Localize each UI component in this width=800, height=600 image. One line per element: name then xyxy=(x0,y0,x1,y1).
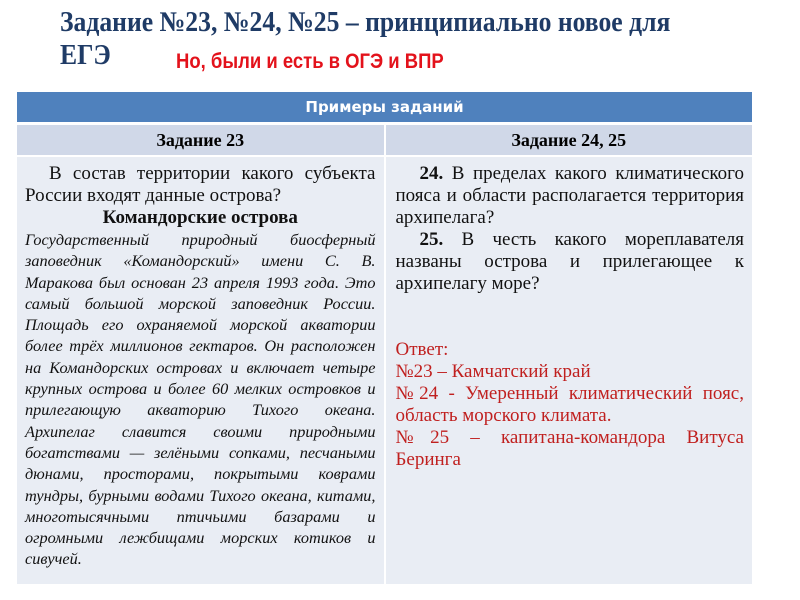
column-header-task23: Задание 23 xyxy=(17,124,385,157)
task24-25-cell xyxy=(385,156,753,584)
task23-description: Государственный природный биосферный заповедник «Командорский» имени С. В. Маракова был основан 23 апреля 1993 года. Это самый большой морской заповедник России. Площадь его охраняемой морской акватории более трёх миллионов гектаров. Он расположен на Командорских островах и включает четыре крупных острова и более 60 мелких островков и прилегающую акваторию Тихого океана. Архипелаг славится своими природными богатствами — зелёными сопками, песчаными дюнами, просторами, покрытыми коврами тундры, бурными водами Тихого океана, китами, многотысячными птичьими базарами и огромными лежбищами морских котиков и сивучей. xyxy=(25,230,376,569)
answer-block xyxy=(396,339,745,471)
column-header-task24-25: Задание 24, 25 xyxy=(385,124,753,157)
task23-heading: Командорские острова xyxy=(102,207,298,228)
task23-question: В состав территории какого субъекта России входят данные острова? xyxy=(25,163,376,206)
slide-subtitle: Но, были и есть в ОГЭ и ВПР xyxy=(176,50,444,73)
answer-item: №24 - Умеренный климатический пояс, область морского климата. xyxy=(395,383,744,426)
answer-item: №23 – Камчатский край xyxy=(395,361,591,382)
task25-number: 25. xyxy=(419,229,444,250)
task24-question-block xyxy=(396,163,745,229)
task23-cell xyxy=(17,156,385,584)
examples-table xyxy=(17,92,752,584)
slide-title: Задание №23, №24, №25 – принципиально новое для ЕГЭ xyxy=(60,7,671,71)
answer-label: Ответ: xyxy=(395,339,449,360)
task24-question: В пределах какого климатического пояса и области располагается территория архипелага? xyxy=(395,163,744,228)
table-header: Примеры заданий xyxy=(17,92,752,124)
task25-question-block xyxy=(396,229,745,295)
task25-question: В честь какого мореплавателя названы острова и прилегающее к архипелагу море? xyxy=(395,229,744,294)
task24-number: 24. xyxy=(419,163,444,184)
answer-item: №25 – капитана-командора Витуса Беринга xyxy=(395,427,744,470)
